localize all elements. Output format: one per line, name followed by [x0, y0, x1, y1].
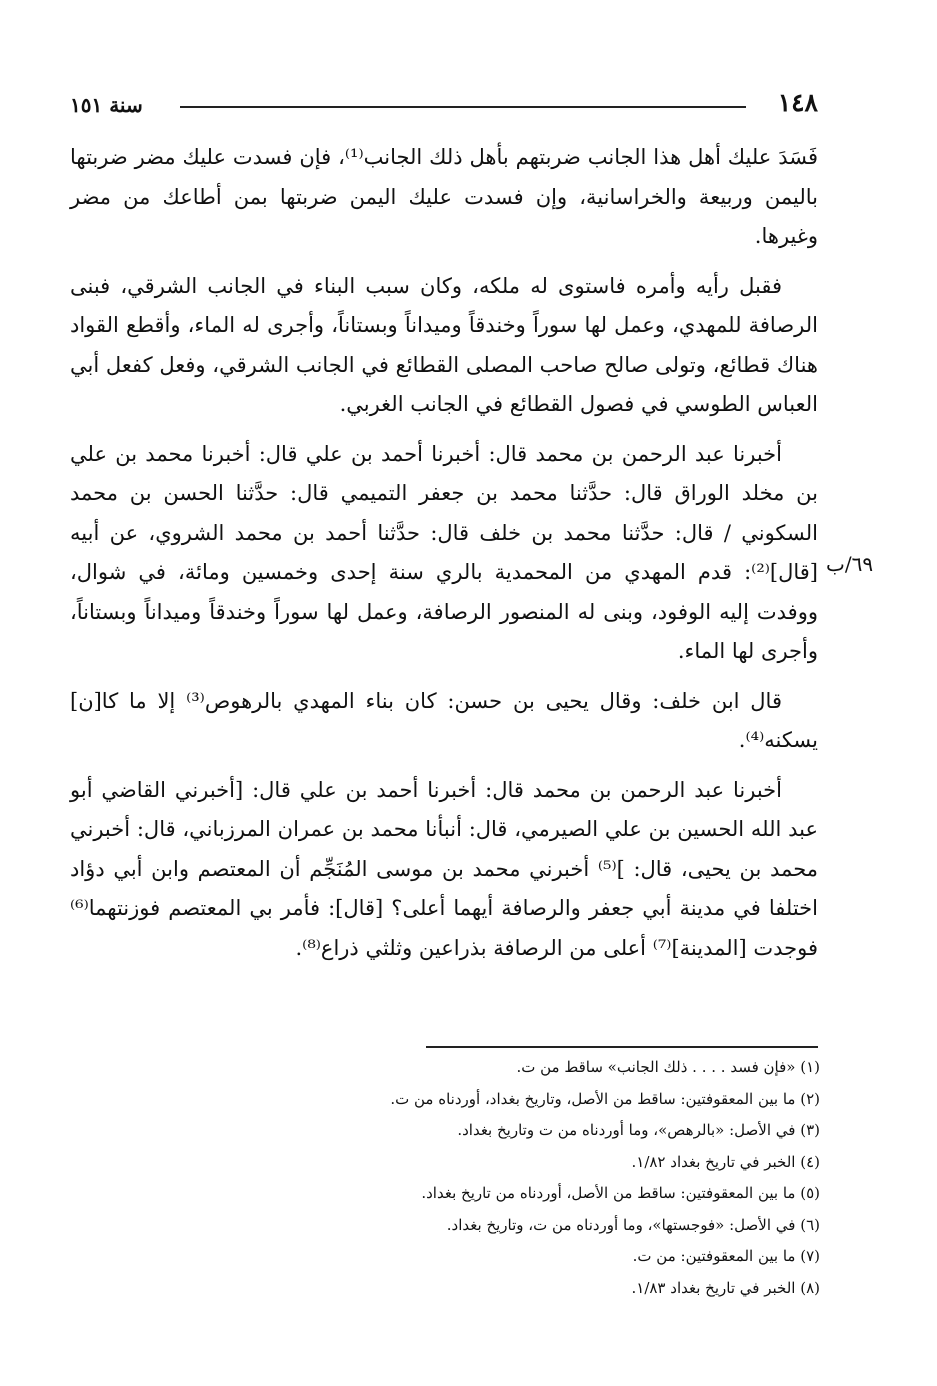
paragraph: فقبل رأيه وأمره فاستوى له ملكه، وكان سبب البناء في الجانب الشرقي، فبنى الرصافة للمهدي، وعمل لها سوراً وخندقاً وميداناً وبستاناً، وأجرى له الماء، وأقطع القواد هناك قطائع، وتولى صالح صاحب المصلى القطائع في الجانب الشرقي، وفعل كفعل أبي العباس الطوسي في فصول القطائع في الجانب الغربي. [70, 273, 818, 416]
page-number: ١٤٨ [777, 88, 818, 117]
footnote: (٢) ما بين المعقوفتين: ساقط من الأصل، وتاريخ بغداد، أوردناه من ت. [390, 1089, 820, 1108]
paragraph: فَسَدَ عليك أهل هذا الجانب ضربتهم بأهل ذلك الجانب⁽¹⁾، فإن فسدت عليك مضر ضربتها باليمن وربيعة والخراسانية، وإن فسدت عليك اليمن ضربتها بمن أطاعك من مضر وغيرها. [70, 145, 818, 248]
footnote: (٤) الخبر في تاريخ بغداد ١/٨٢. [631, 1152, 820, 1171]
paragraph: أخبرنا عبد الرحمن بن محمد قال: أخبرنا أحمد بن علي قال: أخبرنا محمد بن علي بن مخلد الوراق قال: حدَّثنا محمد بن جعفر التميمي قال: حدَّثنا الحسن بن محمد السكوني / قال: حدَّثنا محمد بن خلف قال: حدَّثنا أحمد بن محمد الشروي، عن أبيه [قال]⁽²⁾: قدم المهدي من المحمدية بالري سنة إحدى وخمسين ومائة، في شوال، ووفدت إليه الوفود، وبنى له المنصور الرصافة، وعمل لها سوراً وخندقاً وميداناً وبستاناً، وأجرى لها الماء. [70, 441, 818, 663]
footnote: (٦) في الأصل: «فوجستها»، وما أوردناه من ت، وتاريخ بغداد. [446, 1215, 820, 1234]
footnotes [120, 1052, 820, 1304]
paragraph: قال ابن خلف: وقال يحيى بن حسن: كان بناء المهدي بالرهوص⁽³⁾ إلا ما كا[ن] يسكنه⁽⁴⁾. [70, 688, 818, 752]
footnote-separator [426, 1046, 818, 1048]
margin-folio-note: ٦٩/ب [826, 552, 874, 576]
paragraph: أخبرنا عبد الرحمن بن محمد قال: أخبرنا أحمد بن علي قال: [أخبرني القاضي أبو عبد الله الحسين بن علي الصيرمي، قال: أنبأنا محمد بن عمران المرزباني، قال: أخبرني محمد بن يحيى، قال: ]⁽⁵⁾ أخبرني محمد بن موسى المُنَجِّم أن المعتصم وابن أبي دؤاد اختلفا في مدينة أبي جعفر والرصافة أيهما أعلى؟ [قال]: فأمر بي المعتصم فوزنتهما⁽⁶⁾ فوجدت [المدينة]⁽⁷⁾ أعلى من الرصافة بذراعين وثلثي ذراع⁽⁸⁾. [70, 777, 819, 960]
running-header [70, 88, 818, 122]
running-title-year: سنة ١٥١ [70, 93, 143, 117]
footnote: (٧) ما بين المعقوفتين: من ت. [632, 1247, 820, 1265]
footnote: (٥) ما بين المعقوفتين: ساقط من الأصل، أوردناه من تاريخ بغداد. [421, 1184, 820, 1202]
header-rule [180, 106, 746, 108]
main-text [70, 138, 818, 978]
footnote: (٨) الخبر في تاريخ بغداد ١/٨٣. [631, 1278, 820, 1297]
footnote: (١) «فإن فسد . . . . ذلك الجانب» ساقط من ت. [516, 1058, 820, 1076]
footnote: (٣) في الأصل: «بالرهص»، وما أوردناه من ت وتاريخ بغداد. [457, 1121, 820, 1139]
